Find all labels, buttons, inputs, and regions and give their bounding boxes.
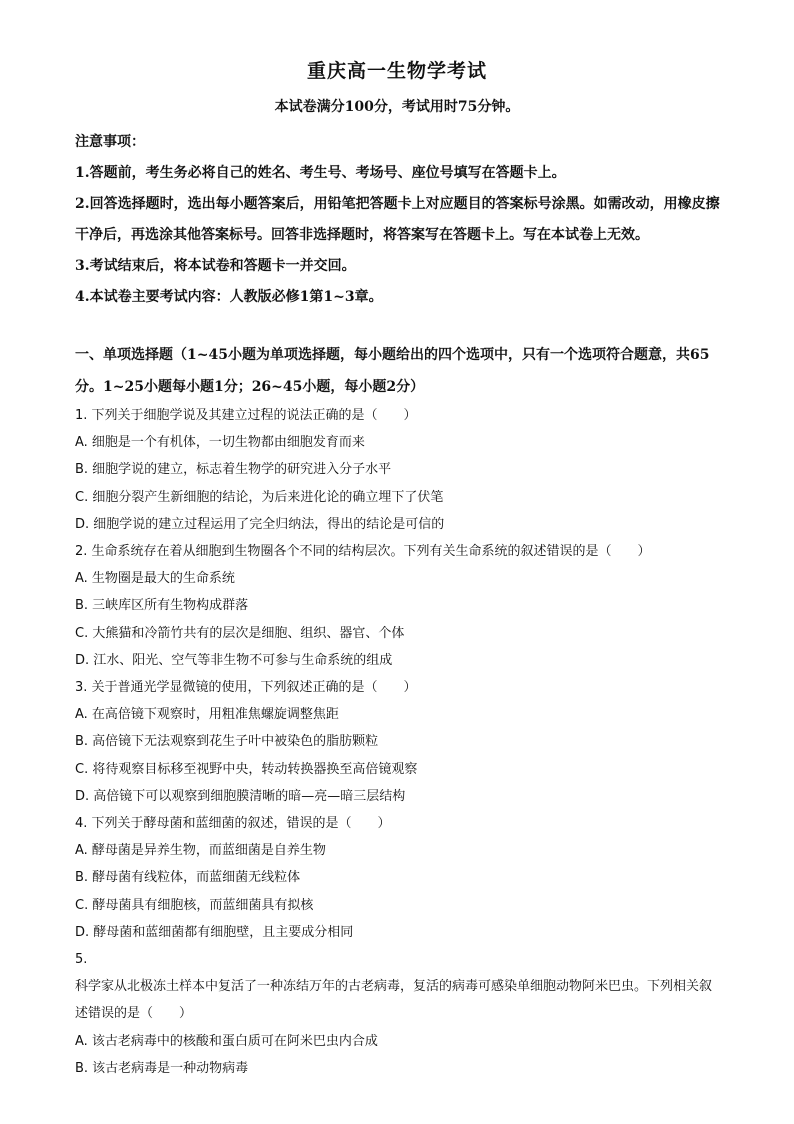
question-number: 5. xyxy=(75,952,88,968)
question-option: A. 该古老病毒中的核酸和蛋白质可在阿米巴虫内合成 xyxy=(75,1033,378,1049)
note-item: 4.本试卷主要考试内容：人教版必修1第1~3章。 xyxy=(75,289,383,305)
note-item: 3.考试结束后，将本试卷和答题卡一并交回。 xyxy=(75,258,356,274)
question-option: D. 酵母菌和蓝细菌都有细胞壁，且主要成分相同 xyxy=(75,924,354,940)
question-option: D. 细胞学说的建立过程运用了完全归纳法，得出的结论是可信的 xyxy=(75,516,445,532)
question-option: C. 将待观察目标移至视野中央，转动转换器换至高倍镜观察 xyxy=(75,761,418,777)
question-stem: 2. 生命系统存在着从细胞到生物圈各个不同的结构层次。下列有关生命系统的叙述错误的是（ ） xyxy=(75,544,651,560)
question-option: A. 细胞是一个有机体，一切生物都由细胞发育而来 xyxy=(75,435,365,451)
question-option: B. 细胞学说的建立，标志着生物学的研究进入分子水平 xyxy=(75,462,392,478)
question-option: A. 酵母菌是异养生物，而蓝细菌是自养生物 xyxy=(75,843,326,859)
question-stem: 3. 关于普通光学显微镜的使用，下列叙述正确的是（ ） xyxy=(75,680,417,696)
question-stem: 1. 下列关于细胞学说及其建立过程的说法正确的是（ ） xyxy=(75,408,417,423)
notes-heading: 注意事项： xyxy=(75,134,145,150)
question-option: D. 高倍镜下可以观察到细胞膜清晰的暗—亮—暗三层结构 xyxy=(75,788,406,804)
question-option: A. 在高倍镜下观察时，用粗准焦螺旋调整焦距 xyxy=(75,707,339,723)
question-option: B. 三峡库区所有生物构成群落 xyxy=(75,598,249,614)
question-option: C. 大熊猫和冷箭竹共有的层次是细胞、组织、器官、个体 xyxy=(75,625,405,641)
question-option: B. 高倍镜下无法观察到花生子叶中被染色的脂肪颗粒 xyxy=(75,734,379,750)
question-option: C. 酵母菌具有细胞核，而蓝细菌具有拟核 xyxy=(75,897,314,913)
section-heading: 一、单项选择题（1~45小题为单项选择题，每小题给出的四个选项中，只有一个选项符合题意，共65分。1~25小题每小题1分；26~45小题，每小题2分） xyxy=(75,347,710,395)
exam-title: 重庆高一生物学考试 xyxy=(306,60,487,82)
note-item: 1.答题前，考生务必将自己的姓名、考生号、考场号、座位号填写在答题卡上。 xyxy=(75,165,566,181)
question-stem: 科学家从北极冻土样本中复活了一种冻结万年的古老病毒，复活的病毒可感染单细胞动物阿米巴虫。下列相关叙述错误的是（ ） xyxy=(75,979,713,1022)
question-option: A. 生物圈是最大的生命系统 xyxy=(75,571,235,587)
notes-section xyxy=(75,127,720,313)
note-item: 2.回答选择题时，选出每小题答案后，用铅笔把答题卡上对应题目的答案标号涂黑。如需改动，用橡皮擦干净后，再选涂其他答案标号。回答非选择题时，将答案写在答题卡上。写在本试卷上无效。 xyxy=(75,196,720,243)
question-option: B. 酵母菌有线粒体，而蓝细菌无线粒体 xyxy=(75,870,301,886)
question-option: D. 江水、阳光、空气等非生物不可参与生命系统的组成 xyxy=(75,652,393,668)
question-option: B. 该古老病毒是一种动物病毒 xyxy=(75,1060,249,1076)
question-option: C. 细胞分裂产生新细胞的结论，为后来进化论的确立埋下了伏笔 xyxy=(75,489,444,505)
exam-subtitle: 本试卷满分100分，考试用时75分钟。 xyxy=(274,99,520,115)
question-stem: 4. 下列关于酵母菌和蓝细菌的叙述，错误的是（ ） xyxy=(75,816,391,832)
question-list xyxy=(75,402,720,1082)
